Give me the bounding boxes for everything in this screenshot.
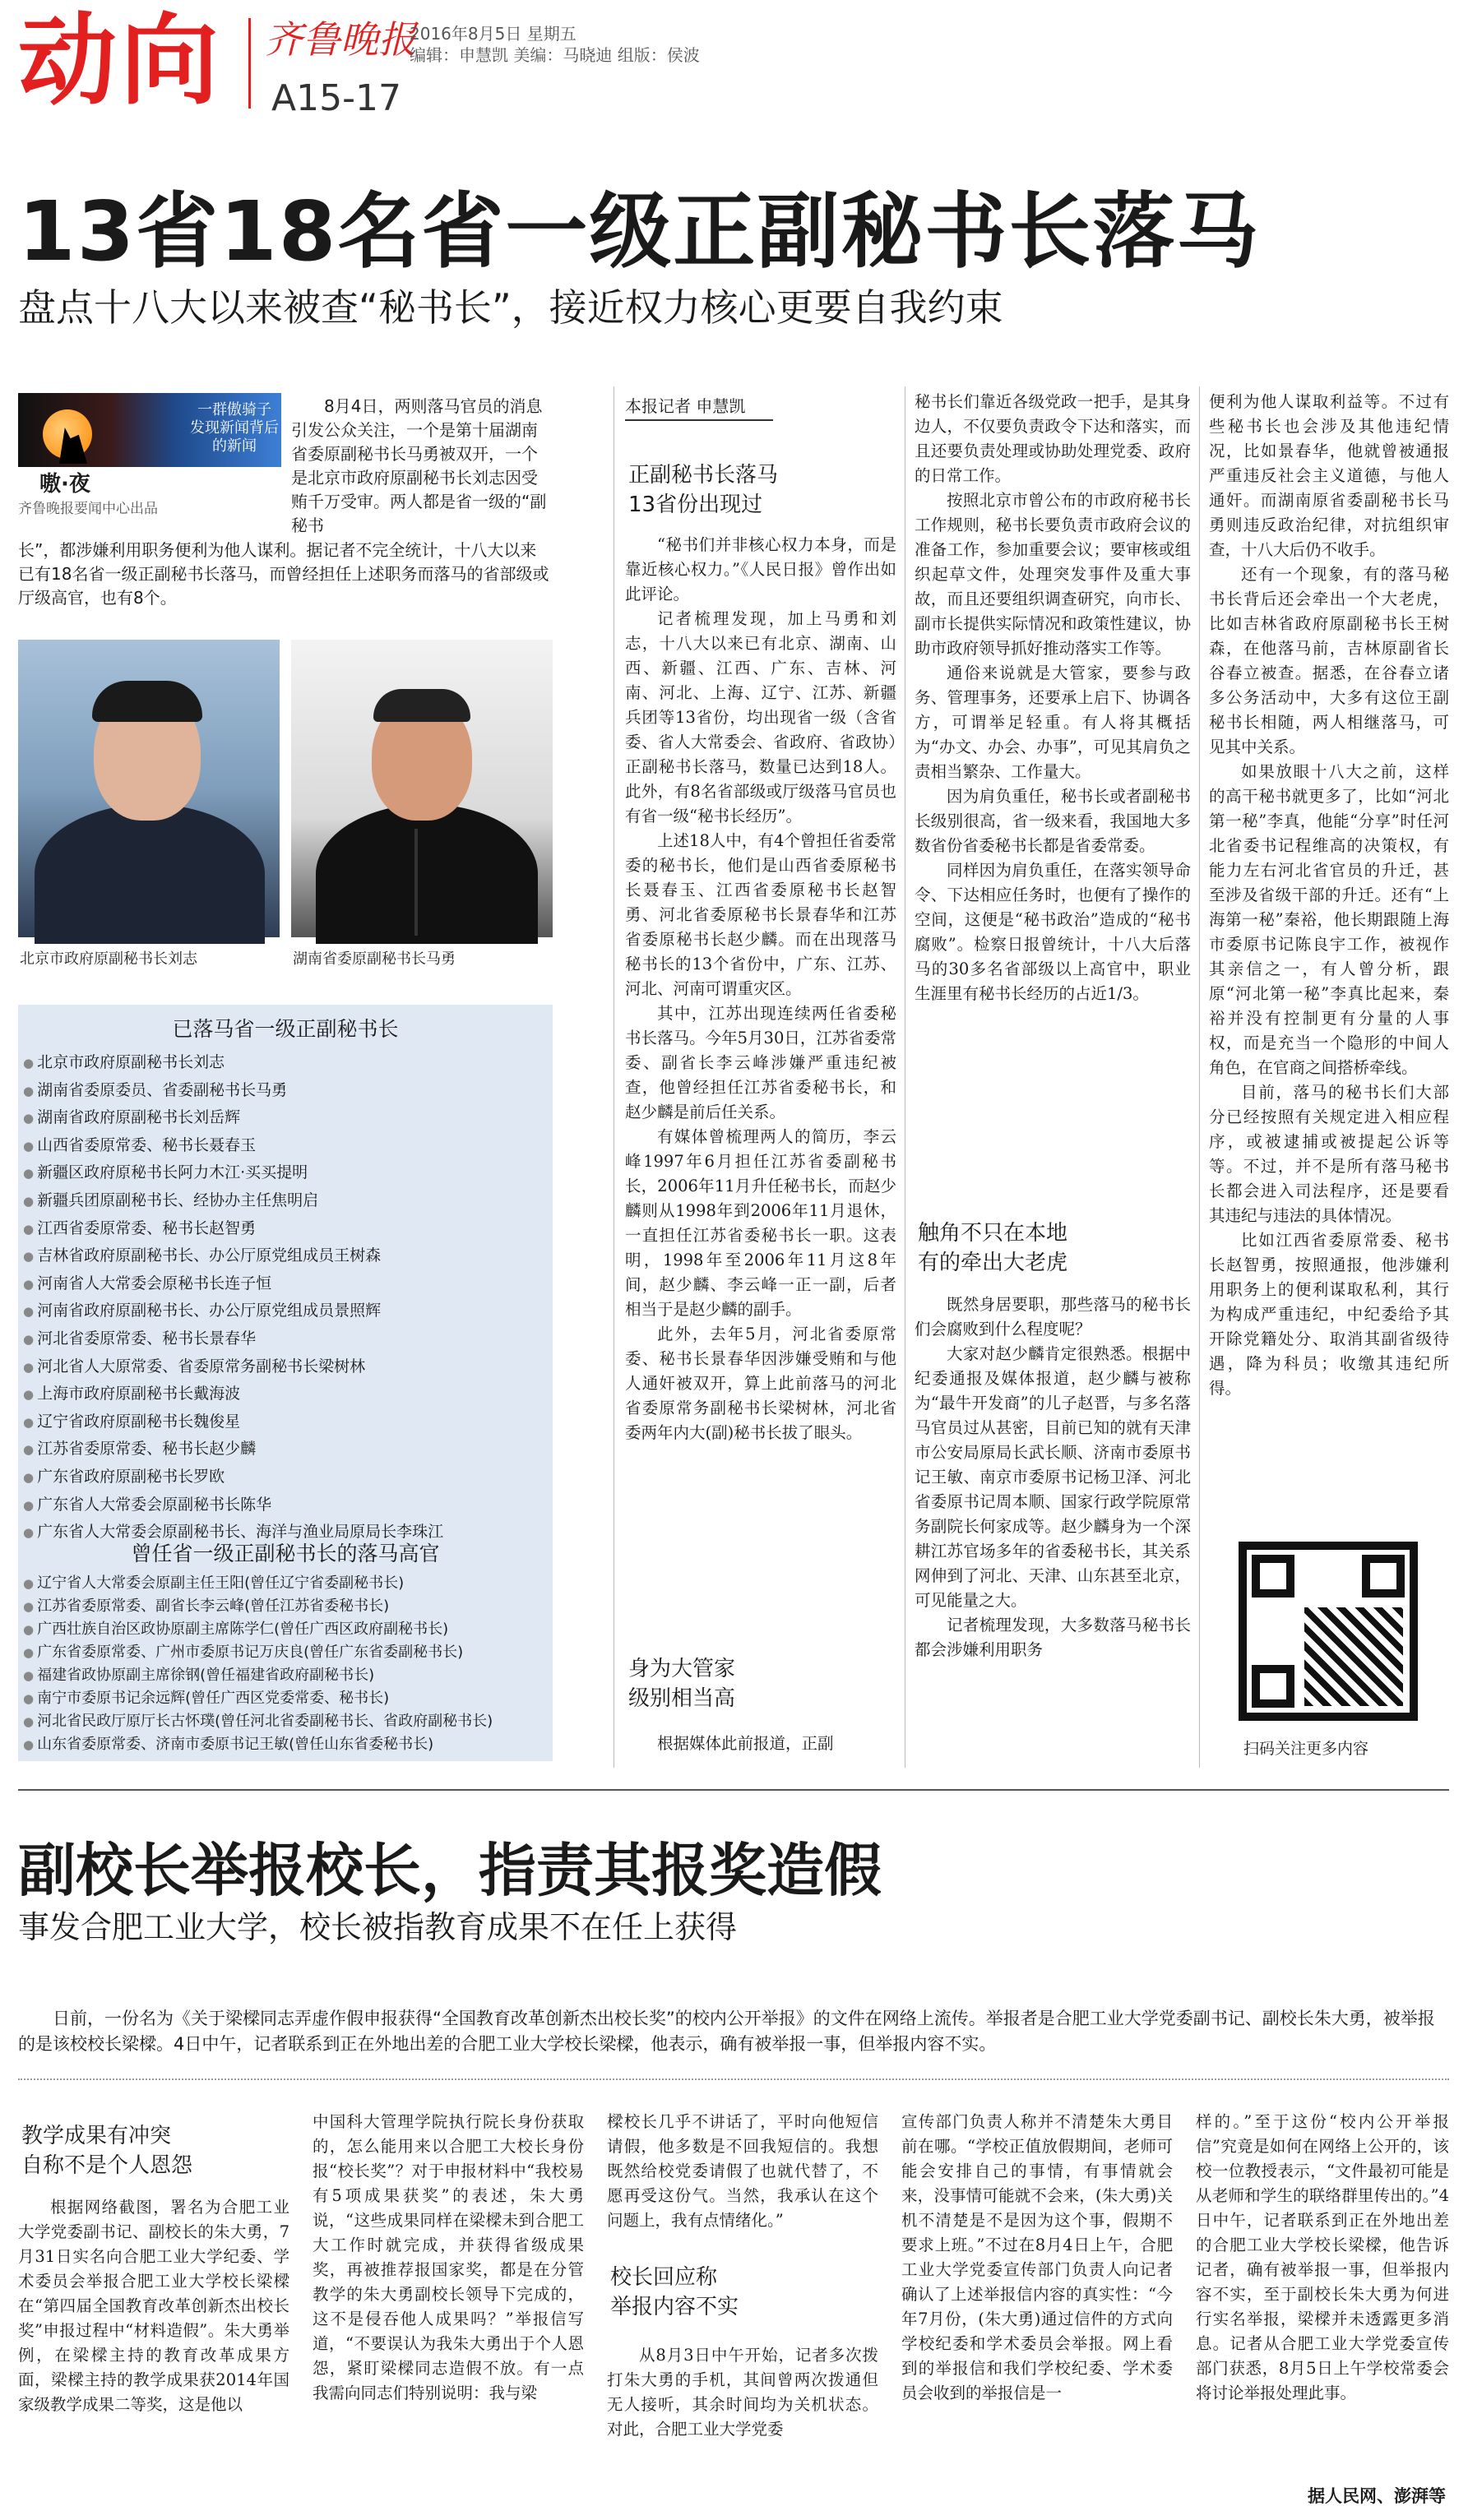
paragraph: 比如江西省委原常委、秘书长赵智勇，按照通报，他涉嫌利用职务上的便利谋取私利，其行为构成严重违纪，中纪委给予其开除党籍处分、取消其副省级待遇，降为科员；收缴其违纪所得。 [1209, 1231, 1449, 1398]
bottom-col-2 [313, 2110, 584, 2480]
paragraph: 其中，江苏出现连续两任省委秘书长落马。今年5月30日，江苏省委常委、副省长李云峰涉嫌严重违纪被查，他曾经担任江苏省委秘书长，和赵少麟是前后任关系。 [625, 1004, 896, 1121]
photo2-caption: 湖南省委原副秘书长马勇 [293, 950, 456, 968]
paragraph: 因为肩负重任，秘书长或者副秘书长级别很高，省一级来看，我国地大多数省份省委秘书长都是省委常委。 [915, 787, 1191, 855]
column-divider [1199, 386, 1200, 1768]
list-item: ● 河北省人大原常委、省委原常务副秘书长梁树林 [23, 1353, 549, 1381]
paragraph: 既然身居要职，那些落马的秘书长们会腐败到什么程度呢？ [915, 1295, 1191, 1339]
masthead-divider [248, 18, 251, 109]
list-item: ● 新疆兵团原副秘书长、经协办主任焦明启 [23, 1187, 549, 1215]
qr-caption: 扫码关注更多内容 [1243, 1740, 1369, 1758]
list-item: ● 湖南省政府原副秘书长刘岳辉 [23, 1104, 549, 1132]
paragraph: 目前，落马的秘书长们大部分已经按照有关规定进入相应程序，或被逮捕或被提起公诉等等。不过，并不是所有落马秘书长都会进入司法程序，还是要看其违纪与违法的具体情况。 [1209, 1083, 1449, 1225]
bottom-col-3a [607, 2110, 878, 2233]
paragraph: 宣传部门负责人称并不清楚朱大勇目前在哪。“学校正值放假期间，老师可能会安排自己的事情，有事情就会来，没事情可能就不会来，(朱大勇)关机不清楚是不是因为这个事，假期不要求上班。”不过在8月4日上午，合肥工业大学党委宣传部门负责人向记者确认了上述举报信内容的真实性：“今年7月份，(朱大勇)通过信件的方式向学校纪委和学术委员会举报。网上看到的举报信和我们学校纪委、学术委员会收到的举报信是一 [901, 2112, 1173, 2402]
paragraph: 记者梳理发现，加上马勇和刘志，十八大以来已有北京、湖南、山西、新疆、江西、广东、吉林、河南、河北、上海、辽宁、江苏、新疆兵团等13省份，均出现省一级（含省委、省人大常委会、省政府、省政协）正副秘书长落马，数量已达到18人。此外，有8名省部级或厅级落马官员也有省一级“秘书长经历”。 [625, 609, 896, 825]
section-divider [18, 1789, 1449, 1791]
paragraph: 同样因为肩负重任，在落实领导命令、下达相应任务时，也便有了操作的空间，这便是“秘书政治”造成的“秘书腐败”。检察日报曾统计，十八大后落马的30多名省部级以上高官中，职业生涯里有秘书长经历的占近1/3。 [915, 861, 1191, 1003]
list2-title: 曾任省一级正副秘书长的落马高官 [131, 1542, 440, 1565]
list-item: ● 南宁市委原书记余远辉(曾任广西区党委常委、秘书长) [23, 1687, 549, 1710]
column-logo-source: 齐鲁晚报要闻中心出品 [18, 501, 158, 517]
paragraph: 根据网络截图，署名为合肥工业大学党委副书记、副校长的朱大勇，7月31日实名向合肥工业大学纪委、学术委员会举报合肥工业大学校长梁樑在“第四届全国教育改革创新杰出校长奖”申报过程中“材料造假”。朱大勇举例，在梁樑主持的教育改革成果方面，梁樑主持的教学成果获2014年国家级教学成果二等奖，这是他以 [18, 2198, 289, 2414]
top-lead-part1: 8月4日，两则落马官员的消息引发公众关注，一个是第十届湖南省委原副秘书长马勇被双开，一个是北京市政府原副秘书长刘志因受贿千万受审。两人都是省一级的“副秘书 [291, 396, 547, 535]
bottom-col-3b [607, 2343, 878, 2475]
list-item: ● 北京市政府原副秘书长刘志 [23, 1049, 549, 1077]
bottom-section-heading-2: 校长回应称 举报内容不实 [610, 2265, 739, 2319]
paragraph: 按照北京市曾公布的市政府秘书长工作规则，秘书长要负责市政府会议的准备工作，参加重要会议；要审核或组织起草文件，处理突发事件及重大事故，而且还要组织调查研究，向市长、副市长提供实际情况和政策性建议，协助市政府领导抓好推动落实工作等。 [915, 491, 1191, 658]
bottom-col-5 [1196, 2110, 1449, 2471]
list-item: ● 山西省委原常委、秘书长聂春玉 [23, 1132, 549, 1160]
photo-liu-zhi [18, 640, 280, 937]
byline-rule [625, 419, 773, 421]
list-item: ● 广东省人大常委会原副秘书长陈华 [23, 1491, 549, 1519]
bottom-col-4 [901, 2110, 1173, 2480]
paragraph: 通俗来说就是大管家，要参与政务、管理事务，还要承上启下、协调各方，可谓举足轻重。有人将其概括为“办文、办会、办事”，可见其肩负之责相当繁杂、工作量大。 [915, 664, 1191, 781]
paragraph: 樑校长几乎不讲话了，平时向他短信请假，他多数是不回我短信的。我想既然给校党委请假了也就代替了，不愿再受这份气。当然，我承认在这个问题上，我有点情绪化。” [607, 2112, 878, 2230]
top-lead-part2: 长”，都涉嫌利用职务便利为他人谋利。据记者不完全统计，十八大以来已有18名省一级正副秘书长落马，而曾经担任上述职务而落马的省部级或厅级高官，也有8个。 [18, 540, 549, 608]
qr-code-icon[interactable] [1239, 1542, 1418, 1721]
column-2-body [625, 533, 896, 1626]
column-3-body [915, 390, 1191, 1212]
list-item: ● 福建省政协原副主席徐钢(曾任福建省政府副秘书长) [23, 1664, 549, 1687]
top-subheadline: 盘点十八大以来被查“秘书长”，接近权力核心更要自我约束 [18, 285, 1003, 330]
bottom-section-heading-1: 教学成果有冲突 自称不是个人恩怨 [21, 2124, 193, 2178]
paragraph: 上述18人中，有4个曾担任省委常委的秘书长，他们是山西省委原秘书长聂春玉、江西省委原秘书长赵智勇、河北省委原秘书长景春华和江苏省委原秘书长赵少麟。而在出现落马秘书长的13个省份中，广东、江苏、河北、河南可谓重灾区。 [625, 831, 896, 998]
paragraph: 从8月3日中午开始，记者多次拨打朱大勇的手机，其间曾两次拨通但无人接听，其余时间均为关机状态。对此，合肥工业大学党委 [607, 2346, 878, 2439]
page-numbers: A15-17 [271, 77, 401, 119]
photo1-caption: 北京市政府原副秘书长刘志 [20, 950, 197, 968]
qr-finder [1252, 1555, 1294, 1598]
paragraph: 如果放眼十八大之前，这样的高干秘书就更多了，比如“河北第一秘”李真，他能“分享”时任河北省委书记程维高的决策权，有能力左右河北省官员的升迁，甚至涉及省级干部的升迁。还有“上海第一秘”秦裕，他长期跟随上海市委原书记陈良宇工作，被视作其亲信之一，有人曾分析，跟原“河北第一秘”李真比起来，秦裕并没有控制更有分量的人事权，而是充当一个隐形的中间人角色，在官商之间搭桥牵线。 [1209, 762, 1449, 1077]
photo-figure-hair [92, 681, 202, 722]
list-item: ● 河南省人大常委会原秘书长连子恒 [23, 1270, 549, 1298]
paragraph: 中国科大管理学院执行院长身份获取的，怎么能用来以合肥工大校长身份报“校长奖”？对于申报材料中“我校易有5项成果获奖”的表述，朱大勇说，“这些成果同样在梁樑未到合肥工大工作时就完成，并获得省级成果奖，再被推荐报国家奖，都是在分管教学的朱大勇副校长领导下完成的，这不是侵吞他人成果吗？”举报信写道，“不要误认为我朱大勇出于个人恩怨，紧盯梁樑同志造假不放。有一点我需向同志们特别说明：我与梁 [313, 2112, 584, 2402]
list-item: ● 辽宁省人大常委会原副主任王阳(曾任辽宁省委副秘书长) [23, 1572, 549, 1595]
column-3-body-2 [915, 1292, 1191, 1769]
list2 [23, 1572, 549, 1756]
paragraph: 秘书长们靠近各级党政一把手，是其身边人，不仅要负责政令下达和落实，而且还要负责处理或协助处理党委、政府的日常工作。 [915, 392, 1191, 485]
list-item: ● 辽宁省政府原副秘书长魏俊星 [23, 1408, 549, 1436]
column-logo-text: 一群傲骑子 发现新闻背后的新闻 [190, 401, 279, 455]
newspaper-name: 齐鲁晚报 [265, 17, 416, 62]
column-4-body [1209, 390, 1449, 1524]
section-heading-2: 身为大管家 级别相当高 [628, 1657, 736, 1711]
section-title: 动向 [18, 4, 222, 118]
qr-pattern [1304, 1607, 1403, 1706]
list-item: ● 广东省委原常委、广州市委原书记万庆良(曾任广东省委副秘书长) [23, 1641, 549, 1664]
photo-figure-body [316, 804, 538, 944]
list-item: ● 吉林省政府原副秘书长、办公厅原党组成员王树森 [23, 1242, 549, 1270]
photo-ma-yong [291, 640, 553, 937]
column-2-tail [625, 1732, 896, 1756]
paragraph: 还有一个现象，有的落马秘书长背后还会牵出一个大老虎，比如吉林省政府原副秘书长王树森，在他落马前，吉林原副省长谷春立被查。据悉，在谷春立诸多公务活动中，大多有这位王副秘书长相随，两人相继落马，可见其中关系。 [1209, 565, 1449, 756]
qr-finder [1252, 1665, 1294, 1708]
source-credit: 据人民网、澎湃等 [1308, 2486, 1446, 2506]
list-item: ● 河南省政府原副秘书长、办公厅原党组成员景照辉 [23, 1297, 549, 1325]
list-item: ● 湖南省委原委员、省委副秘书长马勇 [23, 1077, 549, 1105]
date-line: 2016年8月5日 星期五 [410, 24, 577, 44]
dotted-divider [18, 2078, 1449, 2080]
top-headline: 13省18名省一级正副秘书长落马 [18, 183, 1261, 280]
list-item: ● 河北省民政厅原厅长古怀璞(曾任河北省委副秘书长、省政府副秘书长) [23, 1710, 549, 1733]
list-item: ● 江苏省委原常委、副省长李云峰(曾任江苏省委秘书长) [23, 1595, 549, 1618]
list1-title: 已落马省一级正副秘书长 [172, 1017, 399, 1041]
list-item: ● 河北省委原常委、秘书长景春华 [23, 1325, 549, 1353]
bottom-col-1 [18, 2195, 289, 2475]
list-item: ● 江西省委原常委、秘书长赵智勇 [23, 1215, 549, 1243]
masthead-meta [410, 23, 700, 66]
column-logo-title: 嗷·夜 [39, 472, 90, 497]
list-item: ● 上海市政府原副秘书长戴海波 [23, 1380, 549, 1408]
list-item: ● 广西壮族自治区政协原副主席陈学仁(曾任广西区政府副秘书长) [23, 1618, 549, 1641]
section-heading-1: 正副秘书长落马 13省份出现过 [628, 463, 779, 517]
paragraph: 便利为他人谋取利益等。不过有些秘书长也会涉及其他违纪情况，比如景春华，他就曾被通报严重违反社会主义道德，与他人通奸。而湖南原省委副秘书长马勇则违反政治纪律，对抗组织审查，十八大后仍不收手。 [1209, 392, 1449, 559]
list-item: ● 广东省人大常委会原副秘书长、海洋与渔业局原局长李珠江 [23, 1519, 549, 1547]
list-item: ● 山东省委原常委、济南市委原书记王敏(曾任山东省委秘书长) [23, 1733, 549, 1756]
bottom-lead: 日前，一份名为《关于梁樑同志弄虚作假申报获得“全国教育改革创新杰出校长奖”的校内公开举报》的文件在网络上流传。举报者是合肥工业大学党委副书记、副校长朱大勇，被举报的是该校校长梁樑。4日中午，记者联系到正在外地出差的合肥工业大学校长梁樑，他表示，确有被举报一事，但举报内容不实。 [18, 2009, 1435, 2054]
paragraph: 大家对赵少麟肯定很熟悉。根据中纪委通报及媒体报道，赵少麟与被称为“最牛开发商”的儿子赵晋，与多名落马官员过从甚密，目前已知的就有天津市公安局原局长武长顺、济南市委原书记王敏、南京市委原书记杨卫泽、河北省委原书记周本顺、国家行政学院原常务副院长何家成等。赵少麟身为一个深耕江苏官场多年的省委秘书长，其关系网伸到了河北、天津、山东甚至北京，可见能量之大。 [915, 1344, 1191, 1610]
staff-line: 编辑：申慧凯 美编：马晓迪 组版：侯波 [410, 45, 700, 65]
paragraph: 根据媒体此前报道，正副 [657, 1734, 834, 1753]
bottom-headline: 副校长举报校长，指责其报奖造假 [18, 1837, 882, 1904]
section-heading-3: 触角不只在本地 有的牵出大老虎 [918, 1221, 1068, 1275]
paragraph: 此外，去年5月，河北省委原常委、秘书长景春华因涉嫌受贿和与他人通奸被双开，算上此前落马的河北省委原常务副秘书长梁树林，河北省委两年内大(副)秘书长拔了眼头。 [625, 1325, 896, 1442]
qr-finder [1362, 1555, 1405, 1598]
list-item: ● 江苏省委原常委、秘书长赵少麟 [23, 1436, 549, 1463]
paragraph: 记者梳理发现，大多数落马秘书长都会涉嫌利用职务 [915, 1616, 1191, 1659]
photo-figure-body [35, 804, 265, 944]
list-item: ● 新疆区政府原秘书长阿力木江·买买提明 [23, 1159, 549, 1187]
paragraph: 有媒体曾梳理两人的简历，李云峰1997年6月担任江苏省委副秘书长，2006年11月升任秘书长，而赵少麟则从1998年到2006年11月退休，一直担任江苏省委秘书长一职。这表明，1998年至2006年11月这8年间，赵少麟、李云峰一正一副，后者相当于是赵少麟的副手。 [625, 1127, 896, 1319]
list-item: ● 广东省政府原副秘书长罗欧 [23, 1463, 549, 1491]
bottom-subheadline: 事发合肥工业大学，校长被指教育成果不在任上获得 [18, 1909, 738, 1945]
byline: 本报记者 申慧凯 [625, 396, 746, 416]
microphone-icon [414, 829, 418, 936]
paragraph: 样的。”至于这份“校内公开举报信”究竟是如何在网络上公开的，该校一位教授表示，“文件最初可能是从老师和学生的联络群里传出的。”4日中午，记者联系到正在外地出差的合肥工业大学校长梁樑，他告诉记者，确有被举报一事，但举报内容不实，至于副校长朱大勇为何进行实名举报，梁樑并未透露更多消息。记者从合肥工业大学党委宣传部门获悉，8月5日上午学校常委会将讨论举报处理此事。 [1196, 2112, 1449, 2402]
paragraph: “秘书们并非核心权力本身，而是靠近核心权力。”《人民日报》曾作出如此评论。 [625, 535, 896, 603]
list1 [23, 1049, 549, 1547]
photo-figure-hair [373, 689, 470, 722]
